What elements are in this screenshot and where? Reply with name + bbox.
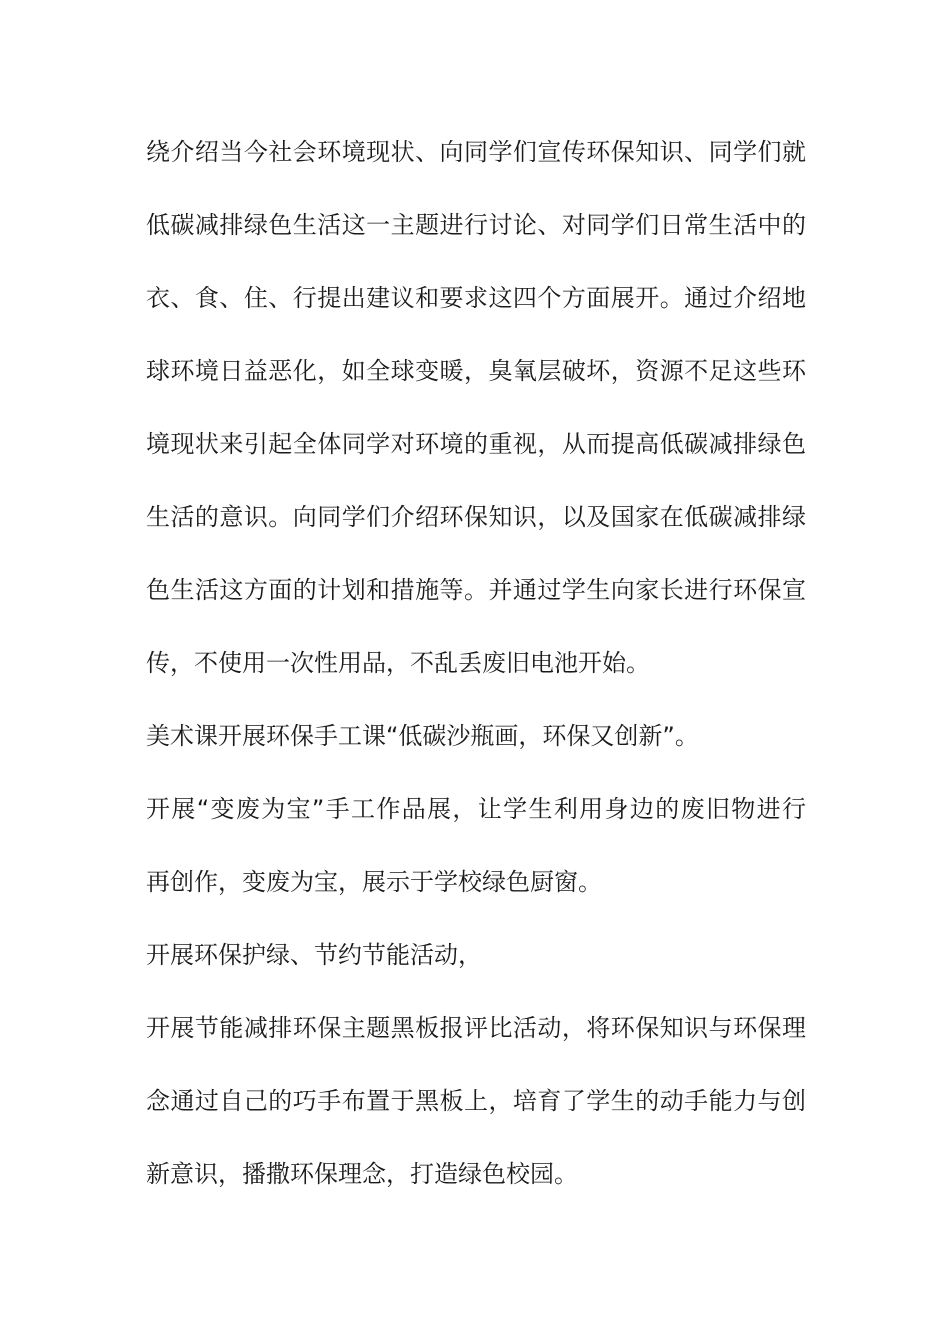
text-line: 衣、食、住、行提出建议和要求这四个方面展开。通过介绍地 — [146, 284, 806, 312]
text-line: 色生活这方面的计划和措施等。并通过学生向家长进行环保宣 — [146, 576, 806, 604]
text-line: 低碳减排绿色生活这一主题进行讨论、对同学们日常生活中的 — [146, 211, 806, 239]
text-line: 境现状来引起全体同学对环境的重视，从而提高低碳减排绿色 — [146, 430, 806, 458]
text-line: 开展“变废为宝”手工作品展，让学生利用身边的废旧物进行 — [146, 795, 806, 823]
text-line: 再创作，变废为宝，展示于学校绿色厨窗。 — [146, 868, 602, 896]
text-line: 念通过自己的巧手布置于黑板上，培育了学生的动手能力与创 — [146, 1087, 806, 1115]
text-line: 传，不使用一次性用品，不乱丢废旧电池开始。 — [146, 649, 650, 677]
text-line: 开展环保护绿、节约节能活动， — [146, 941, 482, 969]
text-line: 开展节能减排环保主题黑板报评比活动，将环保知识与环保理 — [146, 1014, 806, 1042]
text-line: 绕介绍当今社会环境现状、向同学们宣传环保知识、同学们就 — [146, 138, 806, 166]
text-line: 生活的意识。向同学们介绍环保知识，以及国家在低碳减排绿 — [146, 503, 806, 531]
text-line: 新意识，播撒环保理念，打造绿色校园。 — [146, 1160, 578, 1188]
text-line: 美术课开展环保手工课“低碳沙瓶画，环保又创新”。 — [146, 722, 699, 750]
text-line: 球环境日益恶化，如全球变暖，臭氧层破坏，资源不足这些环 — [146, 357, 806, 385]
